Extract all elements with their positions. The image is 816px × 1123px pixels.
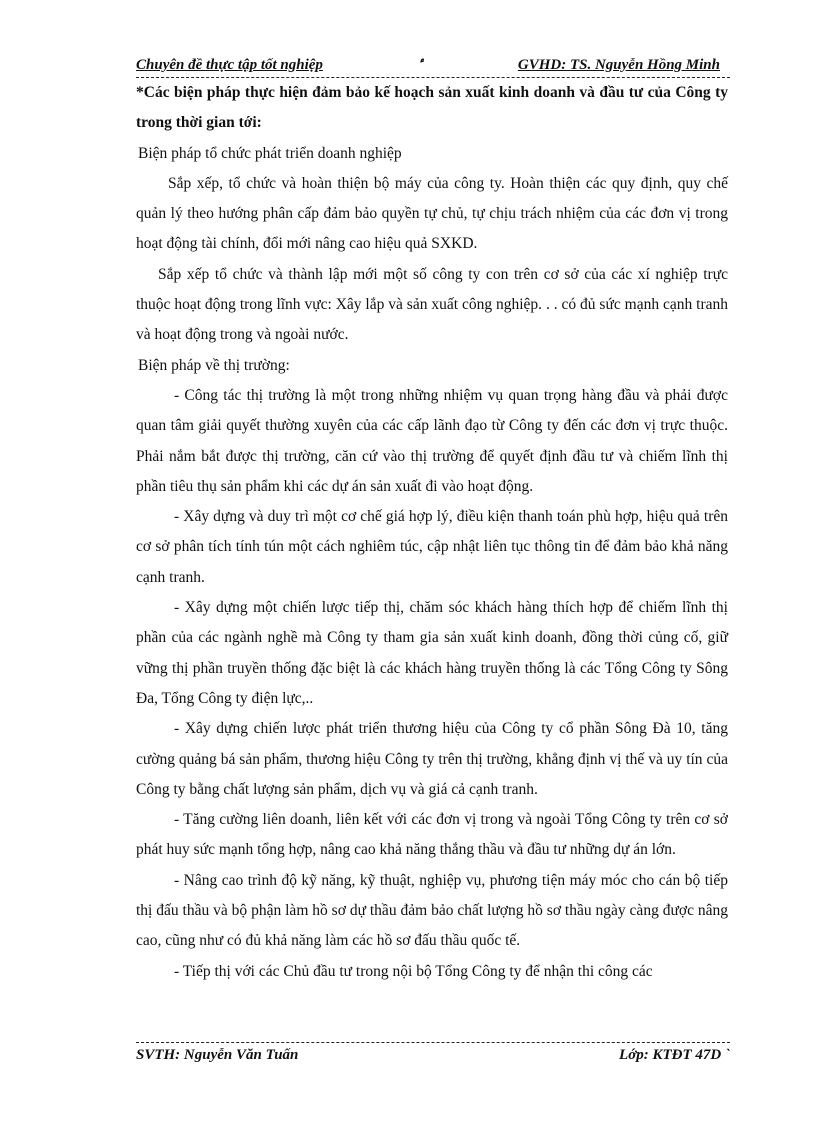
subheading-organization: Biện pháp tổ chức phát triển doanh nghiệp xyxy=(138,144,402,162)
document-body xyxy=(136,78,728,987)
paragraph: Sắp xếp tổ chức và thành lập mới một số công ty con trên cơ sở của các xí nghiệp trực thuộc hoạt động trong lĩnh vực: Xây lắp và sản xuất công nghiệp. . . có đủ sức mạnh cạnh tranh và hoạt động trong và ngoài nước. xyxy=(136,265,728,344)
footer-student: SVTH: Nguyễn Văn Tuấn xyxy=(136,1047,299,1063)
page-header xyxy=(136,57,730,79)
bullet-paragraph: - Tăng cường liên doanh, liên kết với các đơn vị trong và ngoài Tổng Công ty trên cơ sở phát huy sức mạnh tổng hợp, nâng cao khả năng thắng thầu và đầu tư những dự án lớn. xyxy=(136,811,728,859)
footer-divider xyxy=(136,1042,730,1043)
header-advisor: GVHD: TS. Nguyễn Hồng Minh xyxy=(517,57,720,73)
page-footer xyxy=(136,1047,730,1071)
bullet-paragraph: - Công tác thị trường là một trong những nhiệm vụ quan trọng hàng đầu và phải được quan tâm giải quyết thường xuyên của các cấp lãnh đạo từ Công ty đến các đơn vị trực thuộc. Phải nắm bắt được thị trường, căn cứ vào thị trường để quyết định đầu tư và chiếm lĩnh thị phần tiêu thụ sản phẩm khi các dự án sản xuất đi vào hoạt động. xyxy=(136,386,728,495)
subheading-market: Biện pháp về thị trường: xyxy=(138,356,290,374)
bullet-paragraph: - Xây dựng chiến lược phát triển thương hiệu của Công ty cổ phần Sông Đà 10, tăng cường quảng bá sản phẩm, thương hiệu Công ty trên thị trường, khẳng định vị thế và uy tín của Công ty bằng chất lượng sản phẩm, dịch vụ và giá cả cạnh tranh. xyxy=(136,720,728,798)
paragraph: Sắp xếp, tổ chức và hoàn thiện bộ máy của công ty. Hoàn thiện các quy định, quy chế quản lý theo hướng phân cấp đảm bảo quyền tự chủ, tự chịu trách nhiệm của các đơn vị trong hoạt động tài chính, đổi mới nâng cao hiệu quả SXKD. xyxy=(136,174,728,253)
bullet-paragraph: - Xây dựng một chiến lược tiếp thị, chăm sóc khách hàng thích hợp để chiếm lĩnh thị phần của các ngành nghề mà Công ty tham gia sản xuất kinh doanh, đồng thời củng cố, giữ vững thị phần truyền thống đặc biệt là các khách hàng truyền thống là các Tổng Công ty Sông Đa, Tổng Công ty điện lực,.. xyxy=(136,599,728,707)
bullet-paragraph: - Xây dựng và duy trì một cơ chế giá hợp lý, điều kiện thanh toán phù hợp, hiệu quả trên cơ sở phân tích tính tún một cách nghiêm túc, cập nhật liên tục thông tin để đảm bảo khả năng cạnh tranh. xyxy=(136,508,728,586)
bullet-paragraph: - Nâng cao trình độ kỹ năng, kỹ thuật, nghiệp vụ, phương tiện máy móc cho cán bộ tiếp thị đấu thầu và bộ phận làm hồ sơ dự thầu đảm bảo chất lượng hồ sơ thầu ngày càng được nâng cao, cũng như có đủ khả năng làm các hồ sơ đấu thầu quốc tế. xyxy=(136,871,728,950)
section-heading: *Các biện pháp thực hiện đảm bảo kế hoạch sản xuất kinh doanh và đầu tư của Công ty trong thời gian tới: xyxy=(136,84,728,132)
header-title: Chuyên đề thực tập tốt nghiệp xyxy=(136,57,323,73)
footer-class: Lớp: KTĐT 47D ` xyxy=(619,1047,730,1063)
bullet-paragraph: - Tiếp thị với các Chủ đầu tư trong nội bộ Tổng Công ty để nhận thi công các xyxy=(174,962,653,980)
